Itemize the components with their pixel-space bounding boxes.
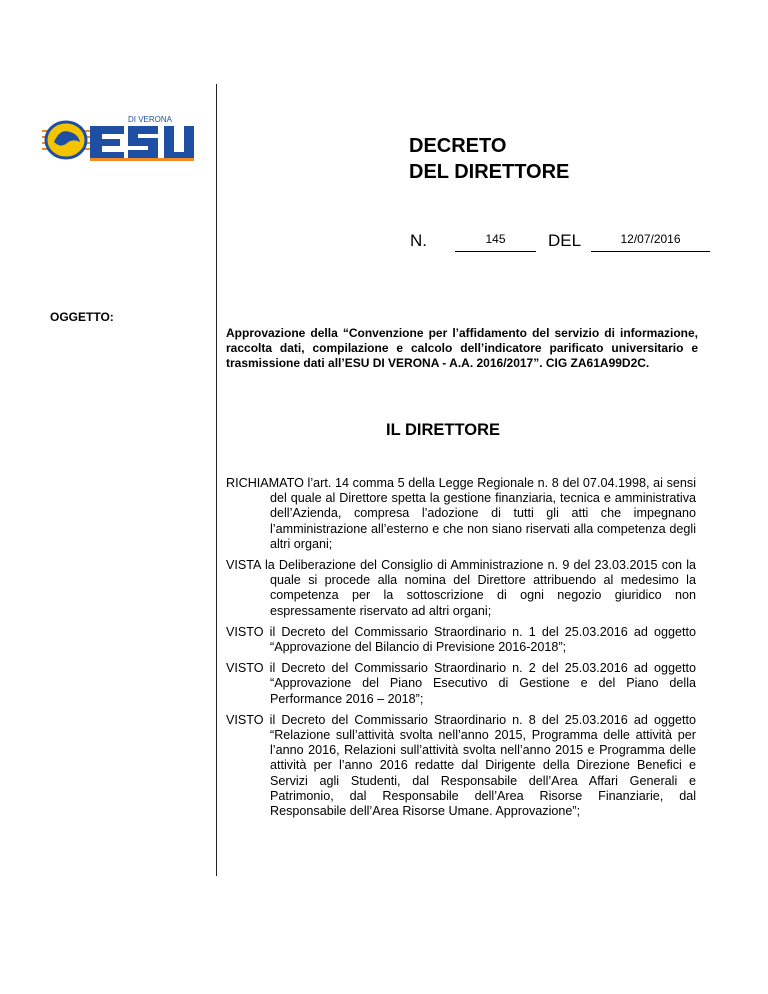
paragraph-richiamato: RICHIAMATO l’art. 14 comma 5 della Legge Regionale n. 8 del 07.04.1998, ai sensi del quale al Direttore spetta la gestione finanziaria, tecnica e amministrativa dell’Azienda, compresa l’adozione di tutti gli atti che impegnano l’amministrazione all’esterno e che non siano riservati alla competenza degli altri organi; bbox=[226, 476, 696, 551]
date-label: DEL bbox=[548, 231, 582, 250]
paragraph-visto-relazione: VISTO il Decreto del Commissario Straordinario n. 8 del 25.03.2016 ad oggetto “Relazione sull’attività svolta nell’anno 2015, Programma delle attività per l’anno 2016, Relazioni sull’attività svolta nell’anno 2015 e Programma delle attività per l’anno 2016 redatte dal Dirigente della Direzione Benefici e Servizi agli Studenti, dal Responsabile dell’Area Affari Generali e Patrimonio, dal Responsabile dell’Area Risorse Finanziarie, dal Responsabile dell’Area Risorse Umane. Approvazione”; bbox=[226, 712, 696, 819]
decree-number: 145 bbox=[455, 233, 536, 252]
number-label: N. bbox=[410, 231, 427, 250]
title-line-2: DEL DIRETTORE bbox=[409, 161, 570, 183]
margin-divider-line bbox=[216, 84, 217, 876]
subject-text: Approvazione della “Convenzione per l’affidamento del servizio di informazione, raccolta dati, compilazione e calcolo dell’indicatore parificato universitario e trasmissione dati all’ESU DI VERONA - A.A. 2016/2017”. CIG ZA61A99D2C. bbox=[226, 326, 698, 370]
logo-top-text: DI VERONA bbox=[128, 115, 173, 124]
subject-label: OGGETTO: bbox=[50, 310, 114, 324]
paragraph-visto-bilancio: VISTO il Decreto del Commissario Straordinario n. 1 del 25.03.2016 ad oggetto “Approvazione del Bilancio di Previsione 2016-2018”; bbox=[226, 624, 696, 655]
decree-date: 12/07/2016 bbox=[591, 233, 710, 252]
esu-logo bbox=[36, 112, 208, 164]
section-heading: IL DIRETTORE bbox=[386, 421, 500, 439]
paragraph-visto-piano: VISTO il Decreto del Commissario Straordinario n. 2 del 25.03.2016 ad oggetto “Approvazione del Piano Esecutivo di Gestione e del Piano della Performance 2016 – 2018”; bbox=[226, 661, 696, 706]
title-line-1: DECRETO bbox=[409, 135, 507, 157]
decree-body bbox=[226, 476, 696, 825]
paragraph-vista: VISTA la Deliberazione del Consiglio di Amministrazione n. 9 del 23.03.2015 con la quale si procede alla nomina del Direttore attribuendo al medesimo la competenza per la sottoscrizione di ogni negozio giuridico non espressamente riservato ad altri organi; bbox=[226, 558, 696, 618]
document-title bbox=[409, 133, 569, 185]
